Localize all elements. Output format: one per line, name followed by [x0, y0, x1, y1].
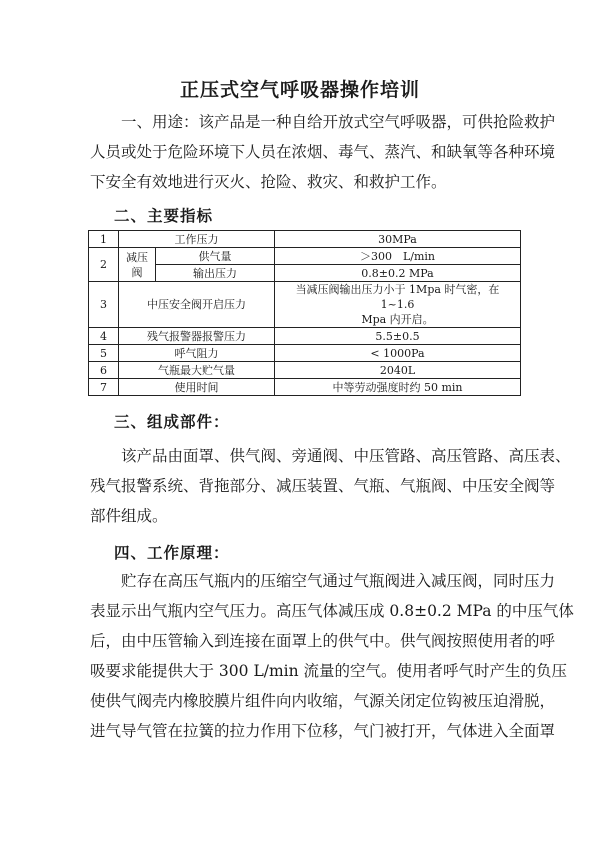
- text-line: 人员或处于危险环境下人员在浓烟、毒气、蒸汽、和缺氧等各种环境: [90, 143, 556, 161]
- spec-value: 30MPa: [275, 231, 521, 248]
- row-number: 4: [89, 328, 119, 345]
- purpose-paragraph: [90, 107, 556, 197]
- spec-table: [88, 230, 521, 396]
- table-row: [89, 231, 521, 248]
- table-row: [89, 248, 521, 265]
- row-number: 6: [89, 362, 119, 379]
- text-line: 部件组成。: [90, 507, 168, 525]
- spec-item: 气瓶最大贮气量: [119, 362, 275, 379]
- table-row: [89, 345, 521, 362]
- principle-paragraph: [90, 566, 574, 746]
- section-heading-specs: 二、主要指标: [114, 206, 214, 225]
- spec-value: 0.8±0.2 MPa: [275, 265, 521, 282]
- spec-item: 输出压力: [156, 265, 275, 282]
- text-line: 下安全有效地进行灭火、抢险、救灾、和救护工作。: [90, 173, 447, 191]
- section-heading-components: 三、组成部件：: [114, 412, 230, 431]
- spec-group: 减压阀: [119, 248, 156, 282]
- section-heading-principle: 四、工作原理：: [114, 543, 230, 562]
- spec-value-line: Mpa 内开启。: [361, 313, 434, 326]
- spec-value: ＞300 L/min: [275, 248, 521, 265]
- row-number: 7: [89, 379, 119, 396]
- text-line: 该产品由面罩、供气阀、旁通阀、中压管路、高压管路、高压表、: [121, 447, 571, 465]
- text-line: 后，由中压管输入到连接在面罩上的供气中。供气阀按照使用者的呼: [90, 632, 556, 650]
- row-number: 2: [89, 248, 119, 282]
- spec-item: 工作压力: [119, 231, 275, 248]
- text-line: 表显示出气瓶内空气压力。高压气体减压成 0.8±0.2 MPa 的中压气体: [90, 602, 574, 620]
- components-paragraph: [90, 441, 571, 531]
- spec-value: < 1000Pa: [275, 345, 521, 362]
- spec-value: 中等劳动强度时约 50 min: [275, 379, 521, 396]
- text-line: 吸要求能提供大于 300 L/min 流量的空气。使用者呼气时产生的负压: [90, 662, 568, 680]
- text-line: 贮存在高压气瓶内的压缩空气通过气瓶阀进入减压阀，同时压力: [121, 572, 556, 590]
- table-row: [89, 379, 521, 396]
- spec-value: 5.5±0.5: [275, 328, 521, 345]
- row-number: 1: [89, 231, 119, 248]
- spec-item: 供气量: [156, 248, 275, 265]
- text-line: 进气导气管在拉簧的拉力作用下位移，气门被打开，气体进入全面罩: [90, 722, 556, 740]
- text-line: 残气报警系统、背拖部分、减压装置、气瓶、气瓶阀、中压安全阀等: [90, 477, 556, 495]
- spec-value-line: 当减压阀输出压力小于 1Mpa 时气密，在 1~1.6: [295, 283, 500, 311]
- table-row: [89, 362, 521, 379]
- spec-value: [275, 282, 521, 328]
- spec-item: 中压安全阀开启压力: [119, 282, 275, 328]
- spec-value: 2040L: [275, 362, 521, 379]
- spec-item: 呼气阻力: [119, 345, 275, 362]
- row-number: 3: [89, 282, 119, 328]
- table-row: [89, 282, 521, 328]
- text-line: 使供气阀壳内橡胶膜片组件向内收缩，气源关闭定位钩被压迫滑脱，: [90, 692, 556, 710]
- text-line: 一、用途：该产品是一种自给开放式空气呼吸器，可供抢险救护: [121, 113, 556, 131]
- table-row: [89, 328, 521, 345]
- spec-item: 使用时间: [119, 379, 275, 396]
- spec-item: 残气报警器报警压力: [119, 328, 275, 345]
- row-number: 5: [89, 345, 119, 362]
- page-title: 正压式空气呼吸器操作培训: [179, 79, 420, 101]
